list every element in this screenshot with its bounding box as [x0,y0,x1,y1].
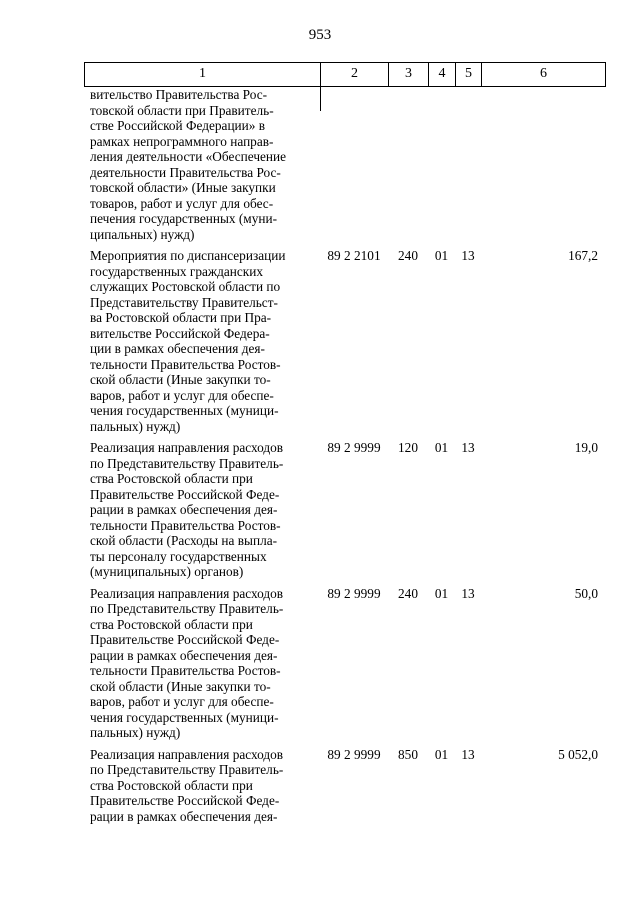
row-section: 01 [434,746,449,762]
row-subsection: 13 [461,248,475,263]
row-description [84,747,320,825]
description-line: печения государственных (муни- [90,211,278,226]
description-line: стве Российской Федерации» в [90,118,266,133]
row-expense-type: 240 [398,248,418,263]
header-col-6: 6 [481,63,606,86]
column-divider [320,87,321,111]
row-code: 89 2 9999 [327,440,381,455]
description-line: рамках непрограммного направ- [90,133,274,149]
description-line: рации в рамках обеспечения дея- [90,502,278,517]
row-code: 89 2 9999 [327,746,381,762]
description-line: по Представительству Правитель- [90,455,284,471]
description-line: тельности Правительства Ростов- [90,517,281,533]
row-amount: 5 052,0 [558,746,598,762]
description-line: товаров, работ и услуг для обес- [90,195,274,211]
description-line: чения государственных (муници- [90,709,279,725]
description-line: ской области (Расходы на выпла- [90,533,278,548]
row-subsection: 13 [461,585,475,601]
row-description [84,87,320,242]
description-line: ства Ростовской области при [90,471,253,486]
description-line: ства Ростовской области при [90,777,253,793]
row-code: 89 2 2101 [327,248,381,263]
description-line: ства Ростовской области при [90,616,253,632]
description-line: вительстве Российской Федера- [90,325,270,341]
header-col-5: 5 [455,63,481,86]
description-line: Реализация направления расходов [90,585,284,601]
row-expense-type: 240 [398,585,418,601]
description-line: чения государственных (муници- [90,403,279,418]
description-line: государственных гражданских [90,263,264,279]
description-line: ты персоналу государственных [90,548,267,564]
row-amount: 50,0 [574,585,598,601]
description-line: служащих Ростовской области по [90,279,281,294]
description-line: ципальных) нужд) [90,226,195,242]
description-line: тельности Правительства Ростов- [90,663,281,678]
row-subsection: 13 [461,746,475,762]
table-body [84,87,606,824]
description-line: варов, работ и услуг для обеспе- [90,694,274,709]
row-amount: 167,2 [568,248,598,263]
description-line: вительство Правительства Рос- [90,87,268,102]
description-line: пальных) нужд) [90,725,181,740]
description-line: рации в рамках обеспечения дея- [90,647,278,663]
description-line: ции в рамках обеспечения дея- [90,341,265,356]
description-line: по Представительству Правитель- [90,762,284,777]
row-amount: 19,0 [574,440,598,455]
description-line: ской области (Иные закупки то- [90,372,271,387]
row-subsection: 13 [461,440,475,455]
description-line: рации в рамках обеспечения дея- [90,808,278,824]
description-line: Правительстве Российской Феде- [90,486,280,502]
header-col-2: 2 [320,63,388,86]
description-line: по Представительству Правитель- [90,601,284,616]
description-line: деятельности Правительства Рос- [90,164,281,180]
description-line: ления деятельности «Обеспечение [90,149,287,164]
header-col-1: 1 [84,63,320,86]
description-line: пальных) нужд) [90,418,181,434]
table-header [84,62,606,87]
description-line: товской области» (Иные закупки [90,180,276,195]
table-rows [84,87,606,824]
description-line: Мероприятия по диспансеризации [90,248,286,263]
description-line: Реализация направления расходов [90,746,284,762]
description-line: Реализация направления расходов [90,440,284,455]
row-description [84,248,320,434]
row-code: 89 2 9999 [327,585,381,601]
description-line: ской области (Иные закупки то- [90,678,271,694]
description-line: Правительстве Российской Феде- [90,793,280,808]
description-line: тельности Правительства Ростов- [90,356,281,372]
row-expense-type: 120 [398,440,418,455]
row-section: 01 [434,248,449,263]
description-line: (муниципальных) органов) [90,564,244,579]
table-row [84,87,606,242]
row-section: 01 [434,440,449,455]
budget-table [84,62,606,824]
table-row [84,747,606,825]
row-description [84,586,320,741]
description-line: Представительству Правительст- [90,294,278,310]
table-row [84,586,606,741]
description-line: товской области при Правитель- [90,102,274,118]
description-line: варов, работ и услуг для обеспе- [90,387,274,403]
row-description [84,440,320,580]
table-row [84,248,606,434]
description-line: ва Ростовской области при Пра- [90,310,272,325]
header-col-4: 4 [428,63,455,86]
header-col-3: 3 [388,63,428,86]
row-expense-type: 850 [398,746,418,762]
row-section: 01 [434,585,449,601]
table-row [84,440,606,580]
page-number: 953 [308,27,332,43]
description-line: Правительстве Российской Феде- [90,632,280,647]
